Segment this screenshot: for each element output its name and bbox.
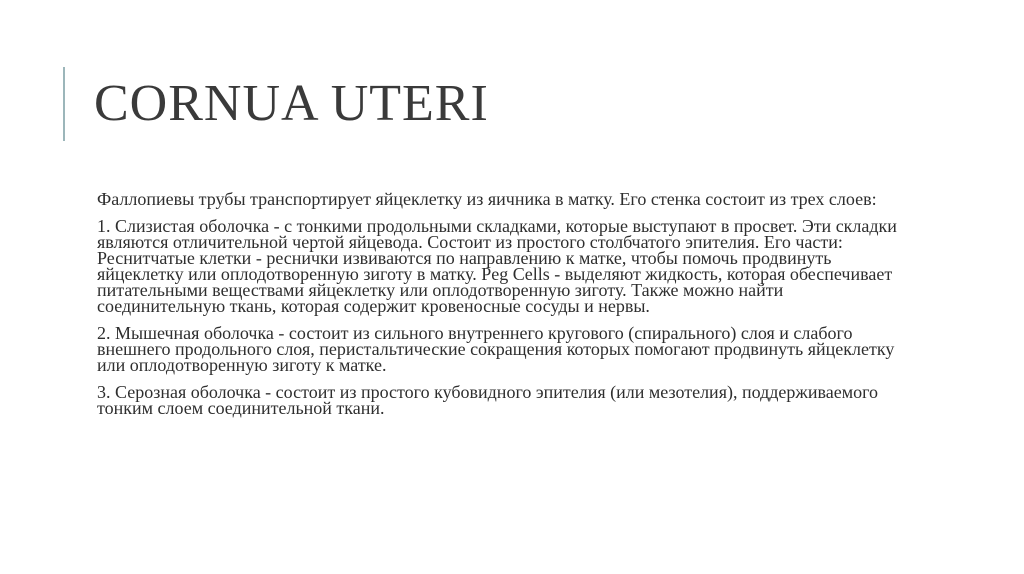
body-paragraph-serosa: 3. Серозная оболочка - состоит из простого кубовидного эпителия (или мезотелия), поддерживаемого тонким слоем соединительной ткани. — [97, 382, 879, 418]
body-paragraph-muscularis: 2. Мышечная оболочка - состоит из сильного внутреннего кругового (спирального) слоя и слабого внешнего продольного слоя, перистальтические сокращения которых помогают продвинуть яйцеклетку или оплодотворенную зиготу к матке. — [97, 323, 895, 375]
body-paragraph-intro: Фаллопиевы трубы транспортирует яйцеклетку из яичника в матку. Его стенка состоит из трех слоев: — [97, 189, 877, 209]
slide-title: CORNUA UTERI — [94, 75, 489, 132]
body-paragraph-mucosa: 1. Слизистая оболочка - с тонкими продольными складками, которые выступают в просвет. Эти складки являются отличительной чертой яйцевода. Состоит из простого столбчатого эпителия. Его части: Реснитчатые клетки - реснички извиваются по направлению к матке, чтобы помочь продвинуть яйцеклетку или оплодотворенную зиготу в матку. Peg Cells - выделяют жидкость, которая обеспечивает питательными веществами яйцеклетку или оплодотворенную зиготу. Также можно найти соединительную ткань, которая содержит кровеносные сосуды и нервы. — [97, 216, 897, 316]
title-accent-bar — [63, 67, 65, 141]
slide-body — [97, 191, 907, 427]
